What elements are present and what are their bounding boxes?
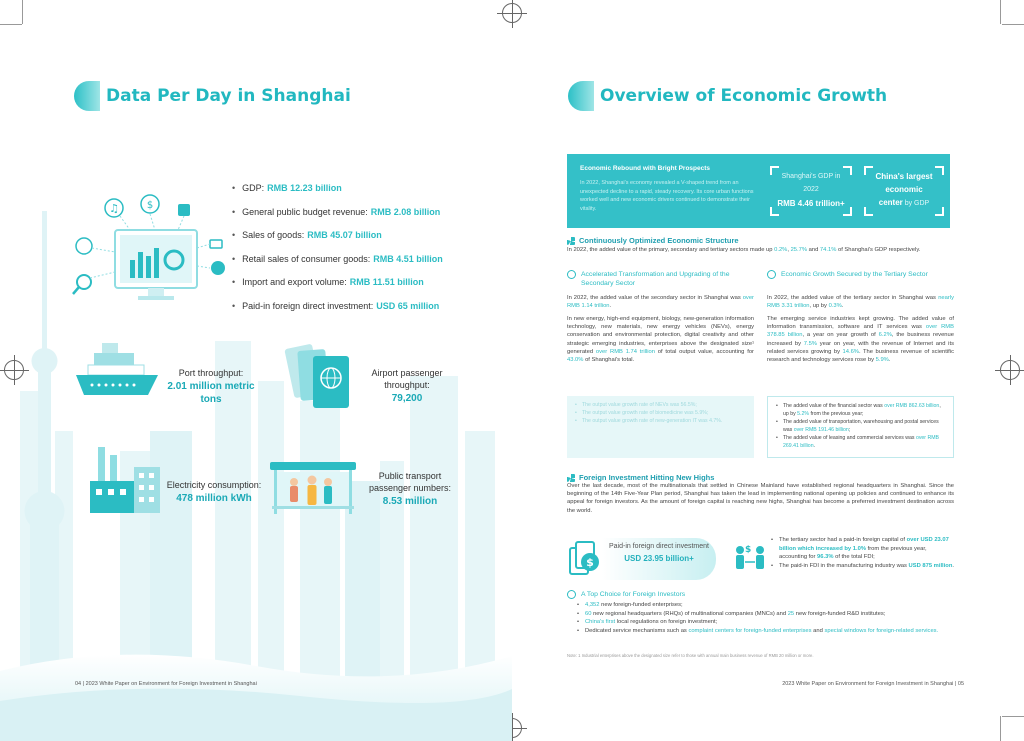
bus-stop-illustration [268, 460, 358, 516]
kpi-label: • Sales of goods: [242, 230, 305, 241]
pill-value: USD 23.95 billion+ [624, 554, 694, 563]
svg-text:$: $ [146, 200, 154, 211]
sector-share-paragraph: In 2022, the added value of the primary, secondary and tertiary sectors made up 0.2%, 25.7% and 74.1% of Shanghai's GDP respectively. [567, 247, 921, 253]
gear-icon [567, 270, 576, 279]
tertiary-sector-paragraph-2: The emerging service industries kept growing. The added value of information transmission, software and IT services was over RMB 378.85 billion, a year on year growth of 6.2%, the business revenue increased by 7.5% year on year, with the revenue of Internet and its related services growing by 14.6%. The business revenue of scientific research and technology services rose by 5.9%. [767, 316, 954, 364]
note-item: • The added value of leasing and commercial services was over RMB 269.41 billion. [776, 434, 945, 450]
kpi-retail-sales [232, 254, 443, 278]
stat-value: 8.53 million [382, 496, 438, 507]
secondary-sector-paragraph-2: In new energy, high-end equipment, biology, new-generation information technology, new materials, new energy vehicles (NEVs), energy conservation and environmental protection, digital creativity and other strategic emerging industries, enterprises above the designated size¹ generated over RMB 1.74 trillion of total output value, accounting for 43.0% of Shanghai's total. [567, 316, 754, 364]
kpi-import-export [232, 277, 443, 301]
secondary-sector-heading: Accelerated Transformation and Upgrading of the Secondary Sector [567, 270, 757, 288]
fdi-detail-list [770, 536, 956, 570]
kpi-label: • Import and export volume: [242, 277, 347, 288]
foreign-investment-heading: Foreign Investment Hitting New Highs [567, 473, 714, 482]
stat-public-transport [362, 470, 458, 508]
economic-rebound-banner [567, 154, 950, 228]
stat-value: 79,200 [391, 393, 423, 404]
stat-airport-passengers [355, 367, 459, 405]
stat-label: Airport passenger throughput: [371, 368, 443, 390]
kpi-fdi [232, 301, 443, 325]
note-item: • The added value of transportation, warehousing and postal services was over RMB 191.46 billion; [776, 418, 945, 434]
largest-center-box [864, 166, 944, 216]
tertiary-sector-heading: Economic Growth Secured by the Tertiary Sector [767, 270, 957, 279]
stat-label: Public transport passenger numbers: [368, 471, 452, 493]
stat-value: 2.01 million metric tons [167, 381, 255, 405]
svg-text:$: $ [586, 556, 594, 569]
economic-structure-heading: Continuously Optimized Economic Structure [567, 236, 739, 245]
page-title: Data Per Day in Shanghai [106, 86, 351, 106]
kpi-label: • Paid-in foreign direct investment: [242, 300, 374, 311]
gear-icon [567, 590, 576, 599]
secondary-sector-paragraph-1: In 2022, the added value of the secondary sector in Shanghai was over RMB 1.14 trillion. [567, 295, 754, 310]
footnote: Note: 1 Industrial enterprises above the designated size refer to those with annual main business revenue of RMB 20 million or more. [567, 653, 814, 658]
stat-label: Port throughput: [178, 368, 244, 378]
secondary-sector-notes [567, 396, 754, 458]
left-page-footer: 04 | 2023 White Paper on Environment for Foreign Investment in Shanghai [75, 681, 257, 687]
right-page [512, 0, 1024, 741]
fdi-detail-item: • The tertiary sector had a paid-in foreign capital of over USD 23.07 billion which increased by 1.0% from the previous year, accounting for 96.3% of the total FDI; [770, 536, 956, 562]
stat-electricity [164, 479, 264, 505]
note-item: • The output value growth rate of new-generation IT was 4.7%. [575, 417, 746, 425]
investor-exchange-icon [732, 540, 768, 576]
top-choice-item: • 60 new regional headquarters (RHQs) of multinational companies (MNCs) and 25 new foreign-funded R&D institutes; [576, 610, 956, 619]
box-title-line: center by GDP [878, 198, 930, 207]
gdp-label: Shanghai's GDP in [781, 173, 841, 180]
tickets-passport-illustration [283, 340, 357, 414]
computer-illustration [70, 190, 240, 310]
stat-value: 478 million kWh [176, 493, 252, 504]
kpi-gdp [232, 183, 443, 207]
pill-label: Paid-in foreign direct investment [609, 543, 709, 550]
gdp-year: 2022 [803, 186, 819, 193]
grid-icon [567, 474, 575, 482]
top-choice-item: • China's first local regulations on foreign investment; [576, 618, 956, 627]
right-page-footer: 2023 White Paper on Environment for Foreign Investment in Shanghai | 05 [782, 681, 964, 687]
tertiary-sector-notes [767, 396, 954, 458]
note-item: • The added value of the financial sector was over RMB 862.63 billion, up by 5.2% from the previous year; [776, 402, 945, 418]
kpi-value: RMB 12.23 billion [267, 183, 342, 193]
note-item: • The output value growth rate of biomedicine was 5.9%; [575, 409, 746, 417]
fdi-highlight-pill [602, 538, 716, 580]
gear-icon [767, 270, 776, 279]
factory-illustration [86, 437, 166, 517]
cargo-ship-illustration [72, 335, 162, 405]
kpi-sales-of-goods [232, 230, 443, 254]
svg-text:♫: ♫ [109, 202, 119, 215]
stat-label: Electricity consumption: [166, 480, 262, 490]
kpi-budget-revenue [232, 207, 443, 231]
fdi-detail-item: • The paid-in FDI in the manufacturing industry was USD 875 million. [770, 562, 956, 571]
gdp-highlight-box [770, 166, 852, 216]
kpi-value: RMB 4.51 billion [373, 253, 443, 264]
top-choice-item: • 4,352 new foreign-funded enterprises; [576, 601, 956, 610]
grid-icon [567, 237, 575, 245]
kpi-value: RMB 45.07 billion [307, 230, 382, 241]
top-choice-list [576, 601, 956, 635]
top-choice-heading: A Top Choice for Foreign Investors [567, 590, 685, 599]
kpi-label: • General public budget revenue: [242, 206, 368, 217]
banner-body: In 2022, Shanghai's economy revealed a V-shaped trend from an unexpected decline to a rapid, steady recovery. Its core urban functions worked well and new economic drivers continued to demonstrate their vitality. [580, 180, 754, 212]
daily-kpi-list [232, 183, 443, 325]
foreign-investment-paragraph: Over the last decade, most of the multinationals that settled in Chinese Mainland have established regional headquarters in Shanghai. Since the beginning of the 14th Five-Year Plan period, Shanghai has taken the lead in implementing national opening up policies and continued to enhance its appeal for foreign investors. As the amount of foreign capital is reaching new highs, Shanghai has become a preferred investment destination across the world. [567, 483, 954, 514]
kpi-value: RMB 11.51 billion [349, 277, 424, 288]
box-title-line: economic [885, 185, 923, 194]
gdp-value: RMB 4.46 trillion+ [777, 199, 845, 208]
page-title: Overview of Economic Growth [600, 86, 888, 106]
stat-port-throughput [156, 367, 266, 406]
dollar-document-icon [568, 538, 602, 578]
kpi-value: RMB 2.08 billion [370, 206, 441, 217]
svg-text:$: $ [745, 545, 752, 555]
banner-title: Economic Rebound with Bright Prospects [580, 165, 711, 172]
right-section-heading [568, 81, 887, 111]
left-section-heading [74, 81, 351, 111]
top-choice-item: • Dedicated service mechanisms such as complaint centers for foreign-funded enterprises and special windows for foreign-related services. [576, 627, 956, 636]
kpi-value: USD 65 million [376, 300, 440, 311]
box-title-line: China's largest [875, 172, 933, 181]
tertiary-sector-paragraph-1: In 2022, the added value of the tertiary sector in Shanghai was nearly RMB 3.31 trillion, up by 0.3%. [767, 295, 954, 310]
kpi-label: • Retail sales of consumer goods: [242, 253, 371, 264]
note-item: • The output value growth rate of NEVs was 56.5%; [575, 401, 746, 409]
kpi-label: • GDP: [242, 183, 265, 193]
